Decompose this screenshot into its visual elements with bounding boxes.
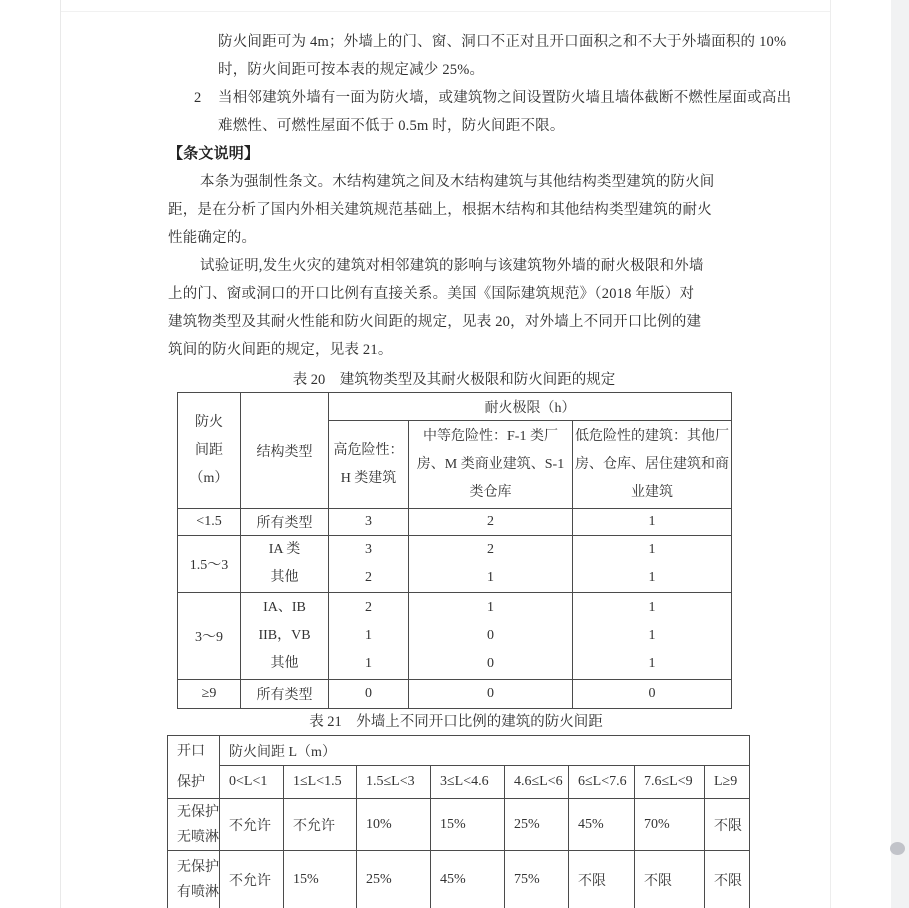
t20-cell: 0 xyxy=(409,680,573,709)
table-row xyxy=(168,799,750,851)
t20-cell: 0 xyxy=(329,680,409,709)
t21-cell: 10% xyxy=(357,799,431,851)
t21-cell: 45% xyxy=(569,799,635,851)
table-row xyxy=(178,536,732,593)
cell-line: 房、仓库、居住建筑和商 xyxy=(575,456,729,472)
t20-cell xyxy=(573,536,732,593)
t21-cell: 45% xyxy=(431,851,505,908)
cell-line: 其他 xyxy=(270,570,299,585)
list-number: 2 xyxy=(194,90,202,106)
t20-cell xyxy=(329,536,409,593)
t21-range-header: 6≤L<7.6 xyxy=(569,766,635,799)
t20-header-structure: 结构类型 xyxy=(241,393,329,509)
cell-line: IA、IB xyxy=(263,600,306,615)
page-top-divider xyxy=(61,11,830,12)
t21-cell: 75% xyxy=(505,851,569,908)
cell-line: 无保护 xyxy=(177,859,219,875)
cell-line: 无保护 xyxy=(177,804,219,820)
t21-header-distance: 防火间距 L（m） xyxy=(220,736,750,766)
table-row xyxy=(178,680,732,709)
t21-cell: 不限 xyxy=(705,851,750,908)
cell-line: 有喷淋 xyxy=(177,884,219,900)
cell-line: 1 xyxy=(648,600,656,615)
t20-cell xyxy=(409,593,573,680)
t20-cell xyxy=(241,536,329,593)
cell-line: 类仓库 xyxy=(469,484,512,500)
scrollbar-track[interactable] xyxy=(891,0,909,908)
t21-range-header: L≥9 xyxy=(705,766,750,799)
t21-range-header: 1.5≤L<3 xyxy=(357,766,431,799)
table-20 xyxy=(177,392,732,709)
t20-cell: 3 xyxy=(329,509,409,536)
cell-line: 业建筑 xyxy=(631,484,673,500)
cell-line: 3 xyxy=(365,542,372,557)
t20-header-distance xyxy=(178,393,241,509)
cell-line: 房、M 类商业建筑、S-1 xyxy=(416,456,565,472)
body-line: 性能确定的。 xyxy=(168,230,257,246)
t21-cell: 25% xyxy=(505,799,569,851)
cell-line: 2 xyxy=(365,600,372,615)
t21-row-label xyxy=(168,799,220,851)
cell-line: 低危险性的建筑：其他厂 xyxy=(575,428,729,444)
t20-cell: 1 xyxy=(573,509,732,536)
t20-cell xyxy=(241,593,329,680)
t20-cell: ≥9 xyxy=(178,680,241,709)
t20-cell: 所有类型 xyxy=(241,680,329,709)
cell-line: 2 xyxy=(365,570,372,585)
t21-cell: 不限 xyxy=(569,851,635,908)
cell-line: 1 xyxy=(648,570,656,585)
body-line: 本条为强制性条文。木结构建筑之间及木结构建筑与其他结构类型建筑的防火间 xyxy=(200,174,715,190)
t20-cell xyxy=(329,593,409,680)
t21-cell: 不限 xyxy=(635,851,705,908)
cell-line: H 类建筑 xyxy=(340,470,397,486)
t20-cell xyxy=(409,536,573,593)
t21-cell: 不限 xyxy=(705,799,750,851)
cell-line: 无喷淋 xyxy=(177,829,219,845)
cell-line: IIB，VB xyxy=(258,628,311,643)
t20-cell xyxy=(573,593,732,680)
table-row xyxy=(178,509,732,536)
table-21 xyxy=(167,735,750,908)
scrollbar-thumb[interactable] xyxy=(890,842,905,855)
cell-line: 1 xyxy=(648,656,656,671)
cell-line: 1 xyxy=(365,628,372,643)
cell-line: IA 类 xyxy=(268,542,301,557)
cell-line: 中等危险性：F-1 类厂 xyxy=(423,428,558,444)
table-row xyxy=(168,766,750,799)
section-header-explanation: 【条文说明】 xyxy=(168,145,260,162)
t20-header-low-risk xyxy=(573,421,732,509)
t21-cell: 15% xyxy=(284,851,357,908)
t21-row-label xyxy=(168,851,220,908)
t21-cell: 不允许 xyxy=(220,851,284,908)
page-left-edge xyxy=(60,0,61,908)
body-line: 防火间距可为 4m；外墙上的门、窗、洞口不正对且开口面积之和不大于外墙面积的 10% xyxy=(218,34,787,50)
cell-line: 1 xyxy=(365,656,372,671)
body-line: 距，是在分析了国内外相关建筑规范基础上，根据木结构和其他结构类型建筑的耐火 xyxy=(168,202,712,218)
t20-cell: 0 xyxy=(573,680,732,709)
t21-cell: 25% xyxy=(357,851,431,908)
body-line: 当相邻建筑外墙有一面为防火墙，或建筑物之间设置防火墙且墙体截断不燃性屋面或高出 xyxy=(218,90,792,106)
cell-line: 间距 xyxy=(195,442,223,458)
t20-cell: 3～9 xyxy=(178,593,241,680)
cell-line: 1 xyxy=(487,600,494,615)
cell-line: 1 xyxy=(487,570,494,585)
t21-range-header: 3≤L<4.6 xyxy=(431,766,505,799)
t20-header-fire-limit: 耐火极限（h） xyxy=(329,393,732,421)
t20-cell: <1.5 xyxy=(178,509,241,536)
cell-line: （m） xyxy=(189,470,229,486)
t20-header-high-risk xyxy=(329,421,409,509)
table-row xyxy=(178,593,732,680)
t21-cell: 不允许 xyxy=(284,799,357,851)
body-line: 时，防火间距可按本表的规定减少 25%。 xyxy=(218,62,485,78)
body-line: 建筑物类型及其耐火性能和防火间距的规定，见表 20，对外墙上不同开口比例的建 xyxy=(168,314,702,330)
body-line: 难燃性、可燃性屋面不低于 0.5m 时，防火间距不限。 xyxy=(218,118,565,134)
cell-line: 0 xyxy=(487,628,494,643)
t21-range-header: 4.6≤L<6 xyxy=(505,766,569,799)
table-row xyxy=(168,851,750,908)
body-line: 试验证明,发生火灾的建筑对相邻建筑的影响与该建筑物外墙的耐火极限和外墙 xyxy=(200,258,704,274)
cell-line: 开口 xyxy=(177,744,205,759)
t21-cell: 15% xyxy=(431,799,505,851)
t20-cell: 1.5～3 xyxy=(178,536,241,593)
cell-line: 其他 xyxy=(270,656,299,671)
cell-line: 1 xyxy=(648,542,656,557)
t21-range-header: 7.6≤L<9 xyxy=(635,766,705,799)
t21-range-header: 0<L<1 xyxy=(220,766,284,799)
body-line: 筑间的防火间距的规定，见表 21。 xyxy=(168,342,393,358)
cell-line: 0 xyxy=(487,656,494,671)
t21-header-opening-protection xyxy=(168,736,220,799)
body-line: 上的门、窗或洞口的开口比例有直接关系。美国《国际建筑规范》（2018 年版）对 xyxy=(168,286,695,302)
cell-line: 防火 xyxy=(195,414,223,430)
t20-header-medium-risk xyxy=(409,421,573,509)
page-right-edge xyxy=(830,0,831,908)
table21-caption: 表 21 外墙上不同开口比例的建筑的防火间距 xyxy=(309,714,603,730)
t21-cell: 不允许 xyxy=(220,799,284,851)
table20-caption: 表 20 建筑物类型及其耐火极限和防火间距的规定 xyxy=(292,372,616,388)
t20-cell: 所有类型 xyxy=(241,509,329,536)
cell-line: 高危险性： xyxy=(333,442,404,458)
t21-cell: 70% xyxy=(635,799,705,851)
cell-line: 保护 xyxy=(177,775,205,790)
t21-range-header: 1≤L<1.5 xyxy=(284,766,357,799)
cell-line: 1 xyxy=(648,628,656,643)
cell-line: 2 xyxy=(487,542,494,557)
t20-cell: 2 xyxy=(409,509,573,536)
